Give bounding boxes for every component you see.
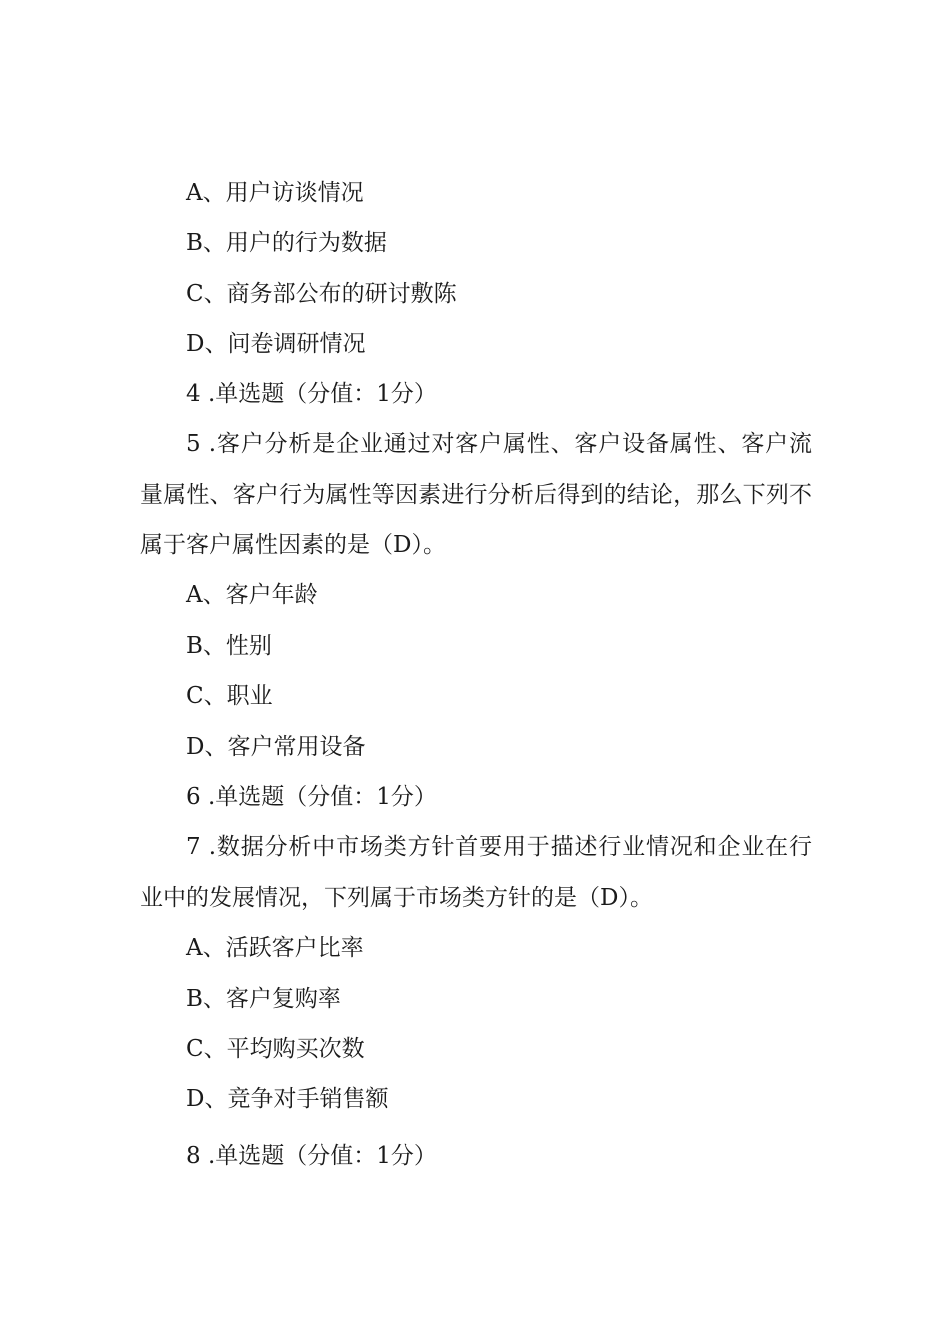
q3-option-d: D、问卷调研情况 (186, 331, 366, 357)
q7-option-d: D、竞争对手销售额 (186, 1086, 389, 1112)
q3-option-a: A、用户访谈情况 (186, 180, 364, 206)
q7-question: 7 .数据分析中市场类方针首要用于描述行业情况和企业在行业中的发展情况，下列属于市场类方针的是（D）。 (140, 834, 812, 911)
q7-option-a: A、活跃客户比率 (186, 935, 364, 961)
q5-option-b: B、性别 (186, 633, 272, 659)
q5-question: 5 .客户分析是企业通过对客户属性、客户设备属性、客户流量属性、客户行为属性等因素进行分析后得到的结论，那么下列不属于客户属性因素的是（D）。 (140, 431, 812, 558)
q5-option-c: C、职业 (186, 683, 273, 709)
q7-option-c: C、平均购买次数 (186, 1036, 365, 1062)
q7-option-b: B、客户复购率 (186, 986, 341, 1012)
q3-option-c: C、商务部公布的研讨敷陈 (186, 281, 457, 307)
q4-header: 4 .单选题（分值：1分） (186, 381, 437, 407)
q3-option-b: B、用户的行为数据 (186, 230, 387, 256)
q6-header: 6 .单选题（分值：1分） (186, 784, 437, 810)
q5-option-d: D、客户常用设备 (186, 734, 366, 760)
q8-header: 8 .单选题（分值：1分） (186, 1143, 437, 1169)
q5-option-a: A、客户年龄 (186, 582, 318, 608)
